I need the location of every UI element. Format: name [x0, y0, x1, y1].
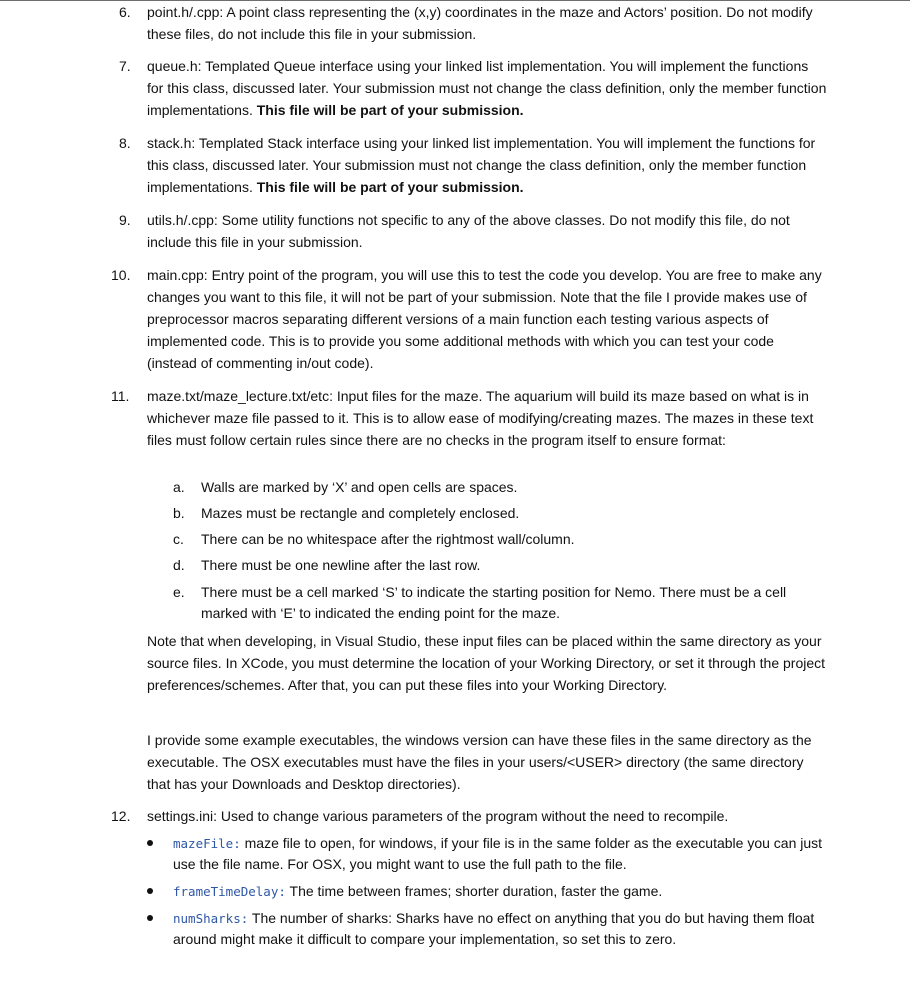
list-number: 9.	[119, 212, 131, 228]
list-number: 7.	[119, 58, 131, 74]
list-text: queue.h: Templated Queue interface using your linked list implementation. You will implement the functions for this class, discussed later. Your submission must not change the class definition, only the member function implementations. This file will be part of your submission.	[147, 58, 827, 118]
list-number: 11.	[111, 388, 130, 404]
rule-text: There must be a cell marked ‘S’ to indicate the starting position for Nemo. There must be a cell marked with ‘E’ to indicated the ending point for the maze.	[201, 584, 787, 621]
rule-letter: c.	[173, 531, 184, 547]
setting-text: mazeFile: maze file to open, for windows, if your file is in the same folder as the executable you can just use the file name. For OSX, you might want to use the full path to the file.	[173, 835, 823, 872]
list-text: stack.h: Templated Stack interface using your linked list implementation. You will implement the functions for this class, discussed later. Your submission must not change the class definition, only the member function implementations. This file will be part of your submission.	[147, 135, 816, 195]
list-number: 12.	[111, 808, 131, 824]
list-text: point.h/.cpp: A point class representing the (x,y) coordinates in the maze and Actors’ position. Do not modify these files, do not include this file in your submission.	[147, 4, 813, 42]
note-paragraph: Note that when developing, in Visual Studio, these input files can be placed within the same directory as your source files. In XCode, you must determine the location of your Working Directory, or set it through the project preferences/schemes. After that, you can put these files into your Working Directory.	[147, 633, 826, 693]
rule-letter: d.	[173, 557, 185, 573]
list-text: main.cpp: Entry point of the program, you will use this to test the code you develop. You are free to make any changes you want to this file, it will not be part of your submission. Note that the file I provide makes use of preprocessor macros separating different versions of a main function each testing various aspects of implemented code. This is to provide you some additional methods with which you can test your code (instead of commenting in/out code).	[147, 267, 822, 371]
bullet-dot	[147, 888, 153, 894]
list-number: 10.	[111, 267, 131, 283]
rule-text: Mazes must be rectangle and completely enclosed.	[201, 505, 520, 521]
setting-text: frameTimeDelay: The time between frames; shorter duration, faster the game.	[173, 883, 663, 899]
rule-text: Walls are marked by ‘X’ and open cells are spaces.	[201, 479, 518, 495]
setting-key: frameTimeDelay:	[173, 884, 286, 899]
setting-key: mazeFile:	[173, 836, 241, 851]
note-paragraph: I provide some example executables, the windows version can have these files in the same directory as the executable. The OSX executables must have the files in your users/<USER> directory (the same directory that has your Downloads and Desktop directories).	[147, 732, 812, 792]
bullet-dot	[147, 840, 153, 846]
list-number: 8.	[119, 135, 131, 151]
rule-text: There can be no whitespace after the rightmost wall/column.	[201, 531, 575, 547]
setting-text: numSharks: The number of sharks: Sharks have no effect on anything that you do but having them float around might make it difficult to compare your implementation, so set this to zero.	[173, 910, 815, 947]
list-text: utils.h/.cpp: Some utility functions not specific to any of the above classes. Do not modify this file, do not include this file in your submission.	[147, 212, 790, 250]
submission-note: This file will be part of your submission.	[256, 179, 524, 195]
rule-letter: a.	[173, 479, 185, 495]
list-text: settings.ini: Used to change various parameters of the program without the need to recompile.	[147, 808, 729, 824]
list-text: maze.txt/maze_lecture.txt/etc: Input files for the maze. The aquarium will build its maze based on what is in whichever maze file passed to it. This is to allow ease of modifying/creating mazes. The mazes in these text files must follow certain rules since there are no checks in the program itself to ensure format:	[147, 388, 814, 448]
setting-key: numSharks:	[173, 911, 249, 926]
rule-text: There must be one newline after the last row.	[201, 557, 481, 573]
submission-note: This file will be part of your submission.	[256, 102, 524, 118]
bullet-dot	[147, 915, 153, 921]
rule-letter: b.	[173, 505, 185, 521]
rule-letter: e.	[173, 584, 185, 600]
list-number: 6.	[119, 4, 131, 20]
